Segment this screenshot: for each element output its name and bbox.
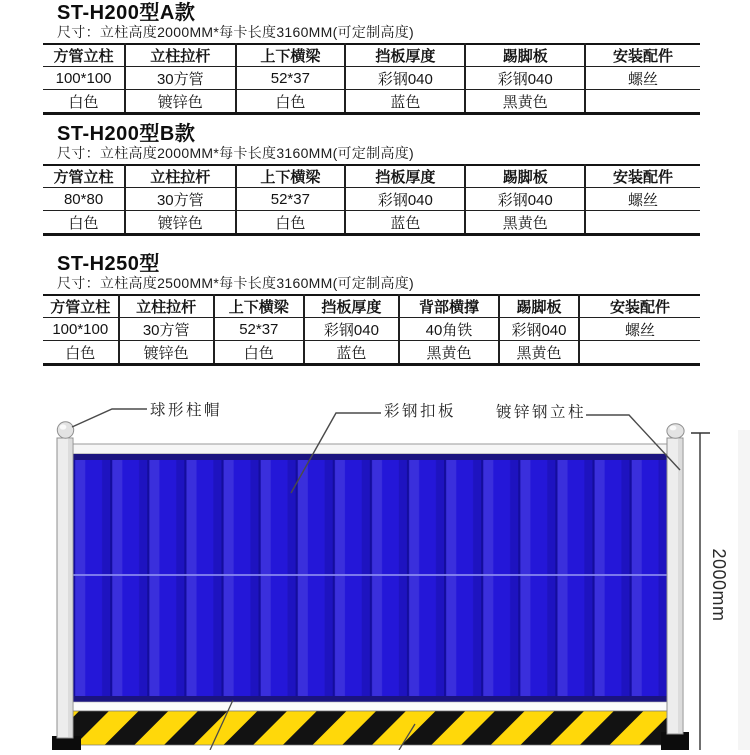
table-cell: 白色 (43, 90, 125, 114)
column-header: 安装配件 (585, 165, 700, 188)
table-cell: 40角铁 (399, 318, 499, 341)
column-header: 安装配件 (579, 295, 700, 318)
table-cell: 彩钢040 (465, 67, 585, 90)
column-header: 挡板厚度 (345, 44, 465, 67)
table-cell: 52*37 (236, 67, 346, 90)
table-cell: 螺丝 (585, 67, 700, 90)
table-cell: 蓝色 (345, 90, 465, 114)
callout-post-label: 镀锌钢立柱 (496, 404, 587, 421)
table-row (43, 341, 700, 365)
table-cell: 30方管 (125, 188, 235, 211)
header-row (43, 44, 700, 67)
dimension-label: 2000mm (709, 548, 729, 622)
table-cell: 白色 (43, 341, 119, 365)
table-row (43, 188, 700, 211)
spec-section (0, 253, 750, 366)
spec-section (0, 123, 750, 236)
spec-table (43, 294, 700, 366)
photo-edge-band (738, 430, 750, 750)
column-header: 上下横梁 (236, 44, 346, 67)
table-cell: 白色 (236, 90, 346, 114)
table-row (43, 67, 700, 90)
column-header: 方管立柱 (43, 165, 125, 188)
spec-table (43, 43, 700, 115)
table-cell: 蓝色 (345, 211, 465, 235)
section-size-note: 尺寸：立柱高度2000MM*每卡长度3160MM(可定制高度) (57, 145, 415, 161)
table-cell: 52*37 (236, 188, 346, 211)
table-cell: 镀锌色 (125, 90, 235, 114)
bottom-rail (73, 702, 667, 711)
column-header: 方管立柱 (43, 44, 125, 67)
column-header: 方管立柱 (43, 295, 119, 318)
panel-corrugation (73, 460, 667, 696)
column-header: 挡板厚度 (304, 295, 399, 318)
table-cell: 彩钢040 (465, 188, 585, 211)
column-header: 立柱拉杆 (119, 295, 214, 318)
header-row (43, 165, 700, 188)
right-cap-highlight (670, 426, 677, 431)
table-cell: 白色 (214, 341, 304, 365)
column-header: 立柱拉杆 (125, 44, 235, 67)
left-ball-cap (57, 422, 73, 438)
table-cell: 80*80 (43, 188, 125, 211)
table-cell: 蓝色 (304, 341, 399, 365)
table-cell: 52*37 (214, 318, 304, 341)
right-post-foot (661, 732, 689, 750)
column-header: 背部横撑 (399, 295, 499, 318)
header-row (43, 295, 700, 318)
fence-diagram (0, 390, 750, 750)
right-ball-cap (667, 424, 684, 438)
table-cell (585, 90, 700, 114)
table-cell: 30方管 (119, 318, 214, 341)
column-header: 踢脚板 (465, 165, 585, 188)
column-header: 上下横梁 (214, 295, 304, 318)
table-cell: 螺丝 (579, 318, 700, 341)
table-cell: 黑黄色 (399, 341, 499, 365)
column-header: 踢脚板 (499, 295, 579, 318)
panel-top-edge (73, 454, 667, 460)
spec-section (0, 2, 750, 115)
section-title: ST-H200型A款 (57, 2, 196, 24)
panel-mid-seam (73, 574, 667, 576)
table-cell: 白色 (236, 211, 346, 235)
table-cell (579, 341, 700, 365)
table-row (43, 318, 700, 341)
cap-leader-line (72, 409, 147, 427)
spec-table (43, 164, 700, 236)
column-header: 挡板厚度 (345, 165, 465, 188)
table-cell: 黑黄色 (465, 90, 585, 114)
left-cap-highlight (60, 424, 67, 429)
table-row (43, 90, 700, 114)
table-cell: 100*100 (43, 318, 119, 341)
table-cell: 30方管 (125, 67, 235, 90)
table-cell: 黑黄色 (465, 211, 585, 235)
callout-ball-cap-label: 球形柱帽 (150, 402, 223, 419)
table-cell: 彩钢040 (304, 318, 399, 341)
table-cell: 100*100 (43, 67, 125, 90)
table-cell: 镀锌色 (125, 211, 235, 235)
panel-bottom-edge (73, 696, 667, 702)
section-title: ST-H200型B款 (57, 123, 196, 145)
table-row (43, 211, 700, 235)
table-cell: 黑黄色 (499, 341, 579, 365)
column-header: 立柱拉杆 (125, 165, 235, 188)
section-size-note: 尺寸：立柱高度2000MM*每卡长度3160MM(可定制高度) (57, 24, 415, 40)
column-header: 安装配件 (585, 44, 700, 67)
table-cell: 镀锌色 (119, 341, 214, 365)
section-title: ST-H250型 (57, 253, 160, 275)
column-header: 踢脚板 (465, 44, 585, 67)
top-rail (73, 444, 667, 454)
kick-plate-hazard-stripes (73, 711, 667, 745)
table-cell (585, 211, 700, 235)
right-post-shading (678, 439, 682, 733)
table-cell: 螺丝 (585, 188, 700, 211)
table-cell: 彩钢040 (345, 67, 465, 90)
table-cell: 彩钢040 (345, 188, 465, 211)
callout-panel-label: 彩钢扣板 (384, 403, 457, 420)
left-post-shading (68, 439, 72, 737)
column-header: 上下横梁 (236, 165, 346, 188)
table-cell: 白色 (43, 211, 125, 235)
table-cell: 彩钢040 (499, 318, 579, 341)
section-size-note: 尺寸：立柱高度2500MM*每卡长度3160MM(可定制高度) (57, 275, 415, 291)
